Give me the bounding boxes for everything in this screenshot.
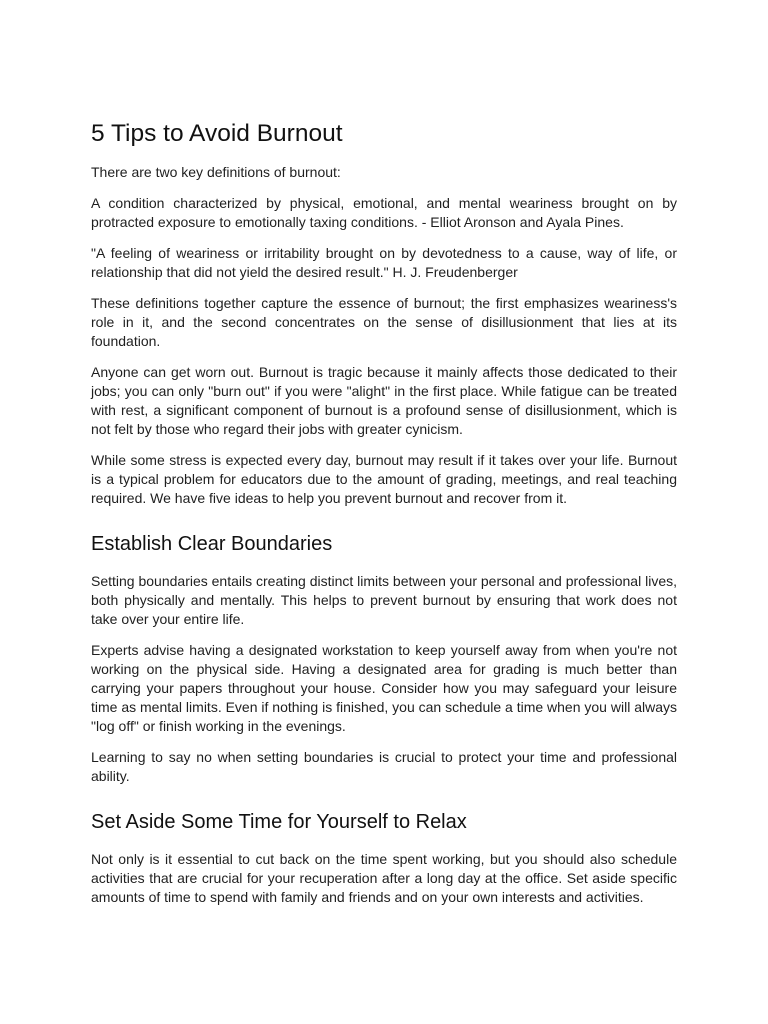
intro-paragraph: While some stress is expected every day, burnout may result if it takes over your life. Burnout is a typical problem for educators due to the amount of grading, meetings, and real teaching required. We have five ideas to help you prevent burnout and recover from it. — [91, 452, 677, 506]
section-heading: Establish Clear Boundaries — [91, 533, 333, 555]
intro-paragraph: Anyone can get worn out. Burnout is tragic because it mainly affects those dedicated to their jobs; you can only "burn out" if you were "alight" in the first place. While fatigue can be treated with rest, a significant component of burnout is a profound sense of disillusionment, which is not felt by those who regard their jobs with greater cynicism. — [91, 364, 677, 437]
section-paragraph: Not only is it essential to cut back on the time spent working, but you should also schedule activities that are crucial for your recuperation after a long day at the office. Set aside specific amounts of time to spend with family and friends and on your own interests and activities. — [91, 851, 677, 905]
document-body — [91, 117, 677, 919]
intro-paragraph: There are two key definitions of burnout: — [91, 164, 341, 180]
section-paragraph: Experts advise having a designated workstation to keep yourself away from when you're not working on the physical side. Having a designated area for grading is much better than carrying your papers throughout your house. Consider how you may safeguard your leisure time as mental limits. Even if nothing is finished, you can schedule a time when you will always "log off" or finish working in the evenings. — [91, 642, 677, 734]
section-heading: Set Aside Some Time for Yourself to Relax — [91, 811, 467, 833]
section-paragraph: Setting boundaries entails creating distinct limits between your personal and professional lives, both physically and mentally. This helps to prevent burnout by ensuring that work does not take over your entire life. — [91, 573, 677, 627]
intro-paragraph: These definitions together capture the essence of burnout; the first emphasizes weariness's role in it, and the second concentrates on the sense of disillusionment that lies at its foundation. — [91, 295, 677, 349]
intro-paragraph: A condition characterized by physical, emotional, and mental weariness brought on by protracted exposure to emotionally taxing conditions. - Elliot Aronson and Ayala Pines. — [91, 195, 677, 230]
document-title: 5 Tips to Avoid Burnout — [91, 120, 343, 147]
section-paragraph: Learning to say no when setting boundaries is crucial to protect your time and professional ability. — [91, 749, 677, 784]
intro-paragraph: "A feeling of weariness or irritability brought on by devotedness to a cause, way of life, or relationship that did not yield the desired result." H. J. Freudenberger — [91, 245, 677, 280]
